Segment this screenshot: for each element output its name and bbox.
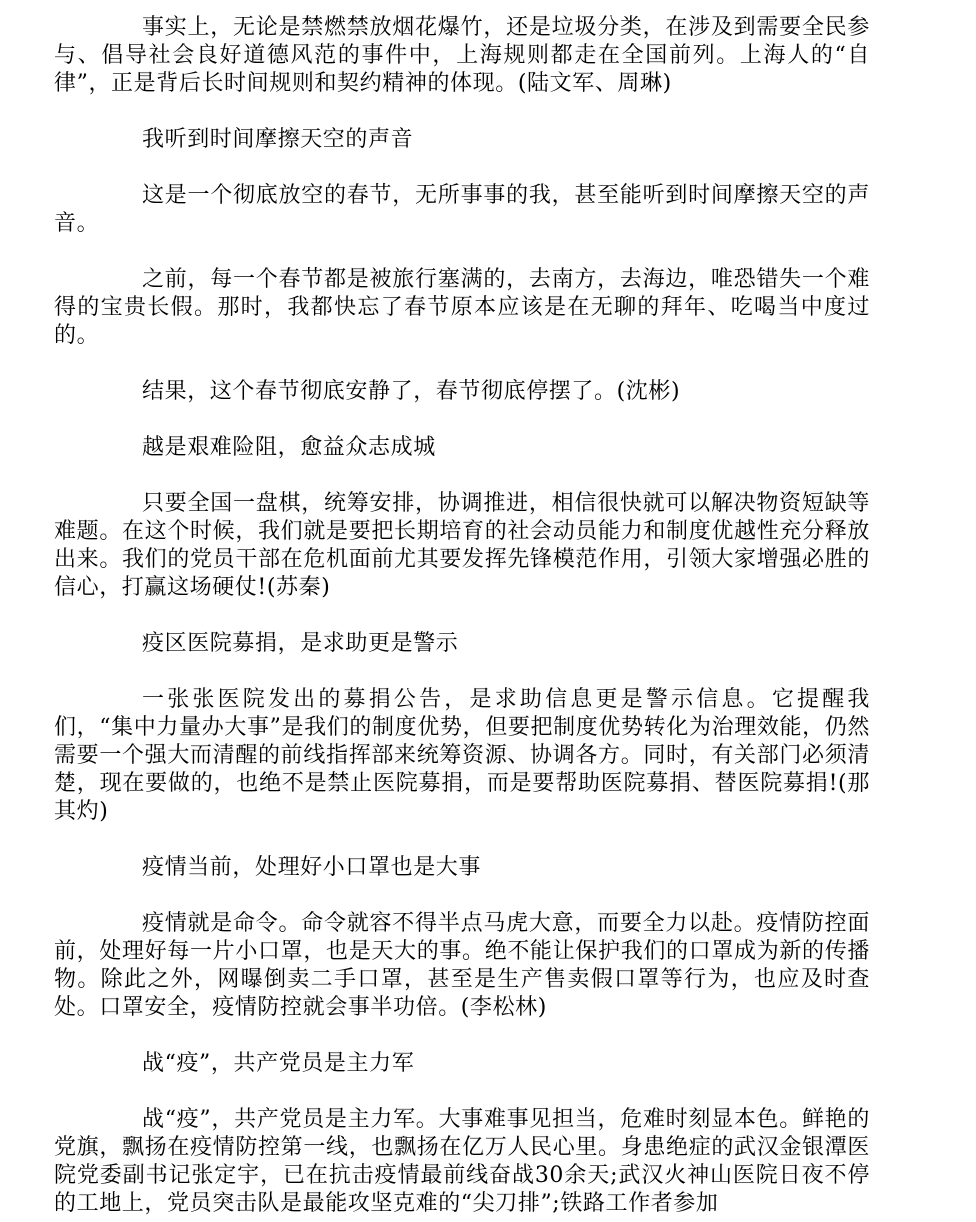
paragraph-donation-notices: 一张张医院发出的募捐公告，是求助信息更是警示信息。它提醒我们，“集中力量办大事”是我们的制度优势，但要把制度优势转化为治理效能，仍然需要一个强大而清醒的前线指挥部来统筹资源、协调各方。同时，有关部门必须清楚，现在要做的，也绝不是禁止医院募捐，而是要帮助医院募捐、替医院募捐!(那其灼) (54, 687, 870, 824)
section-heading-party-members: 战“疫”，共产党员是主力军 (142, 1051, 415, 1076)
section-heading-united: 越是艰难险阻，愈益众志成城 (142, 435, 436, 460)
paragraph-travel-before: 之前，每一个春节都是被旅行塞满的，去南方，去海边，唯恐错失一个难得的宝贵长假。那时，我都快忘了春节原本应该是在无聊的拜年、吃喝当中度过的。 (54, 267, 870, 348)
paragraph-empty-spring-festival: 这是一个彻底放空的春节，无所事事的我，甚至能听到时间摩擦天空的声音。 (54, 183, 870, 236)
section-heading-hospital-donations: 疫区医院募捐，是求助更是警示 (142, 631, 459, 656)
section-heading-masks: 疫情当前，处理好小口罩也是大事 (142, 855, 482, 880)
paragraph-festival-quiet: 结果，这个春节彻底安静了，春节彻底停摆了。(沈彬) (142, 379, 681, 404)
paragraph-party-members-frontline: 战“疫”，共产党员是主力军。大事难事见担当，危难时刻显本色。鲜艳的党旗，飘扬在疫情防控第一线，也飘扬在亿万人民心里。身患绝症的武汉金银潭医院党委副书记张定宇，已在抗击疫情最前线奋战30余天;武汉火神山医院日夜不停的工地上，党员突击队是最能攻坚克难的“尖刀排”;铁路工作者参加 (54, 1107, 870, 1216)
paragraph-national-coordination: 只要全国一盘棋，统筹安排，协调推进，相信很快就可以解决物资短缺等难题。在这个时候，我们就是要把长期培育的社会动员能力和制度优越性充分释放出来。我们的党员干部在危机面前尤其要发挥先锋模范作用，引领大家增强必胜的信心，打赢这场硬仗!(苏秦) (54, 491, 870, 600)
document-page (54, 14, 870, 1218)
section-heading-time-sky: 我听到时间摩擦天空的声音 (142, 127, 414, 152)
paragraph-mask-safety: 疫情就是命令。命令就容不得半点马虎大意，而要全力以赴。疫情防控面前，处理好每一片小口罩，也是天大的事。绝不能让保护我们的口罩成为新的传播物。除此之外，网曝倒卖二手口罩，甚至是生产售卖假口罩等行为，也应及时查处。口罩安全，疫情防控就会事半功倍。(李松林) (54, 911, 870, 1020)
paragraph-shanghai-rules: 事实上，无论是禁燃禁放烟花爆竹，还是垃圾分类，在涉及到需要全民参与、倡导社会良好道德风范的事件中，上海规则都走在全国前列。上海人的“自律”，正是背后长时间规则和契约精神的体现。(陆文军、周琳) (54, 15, 870, 96)
